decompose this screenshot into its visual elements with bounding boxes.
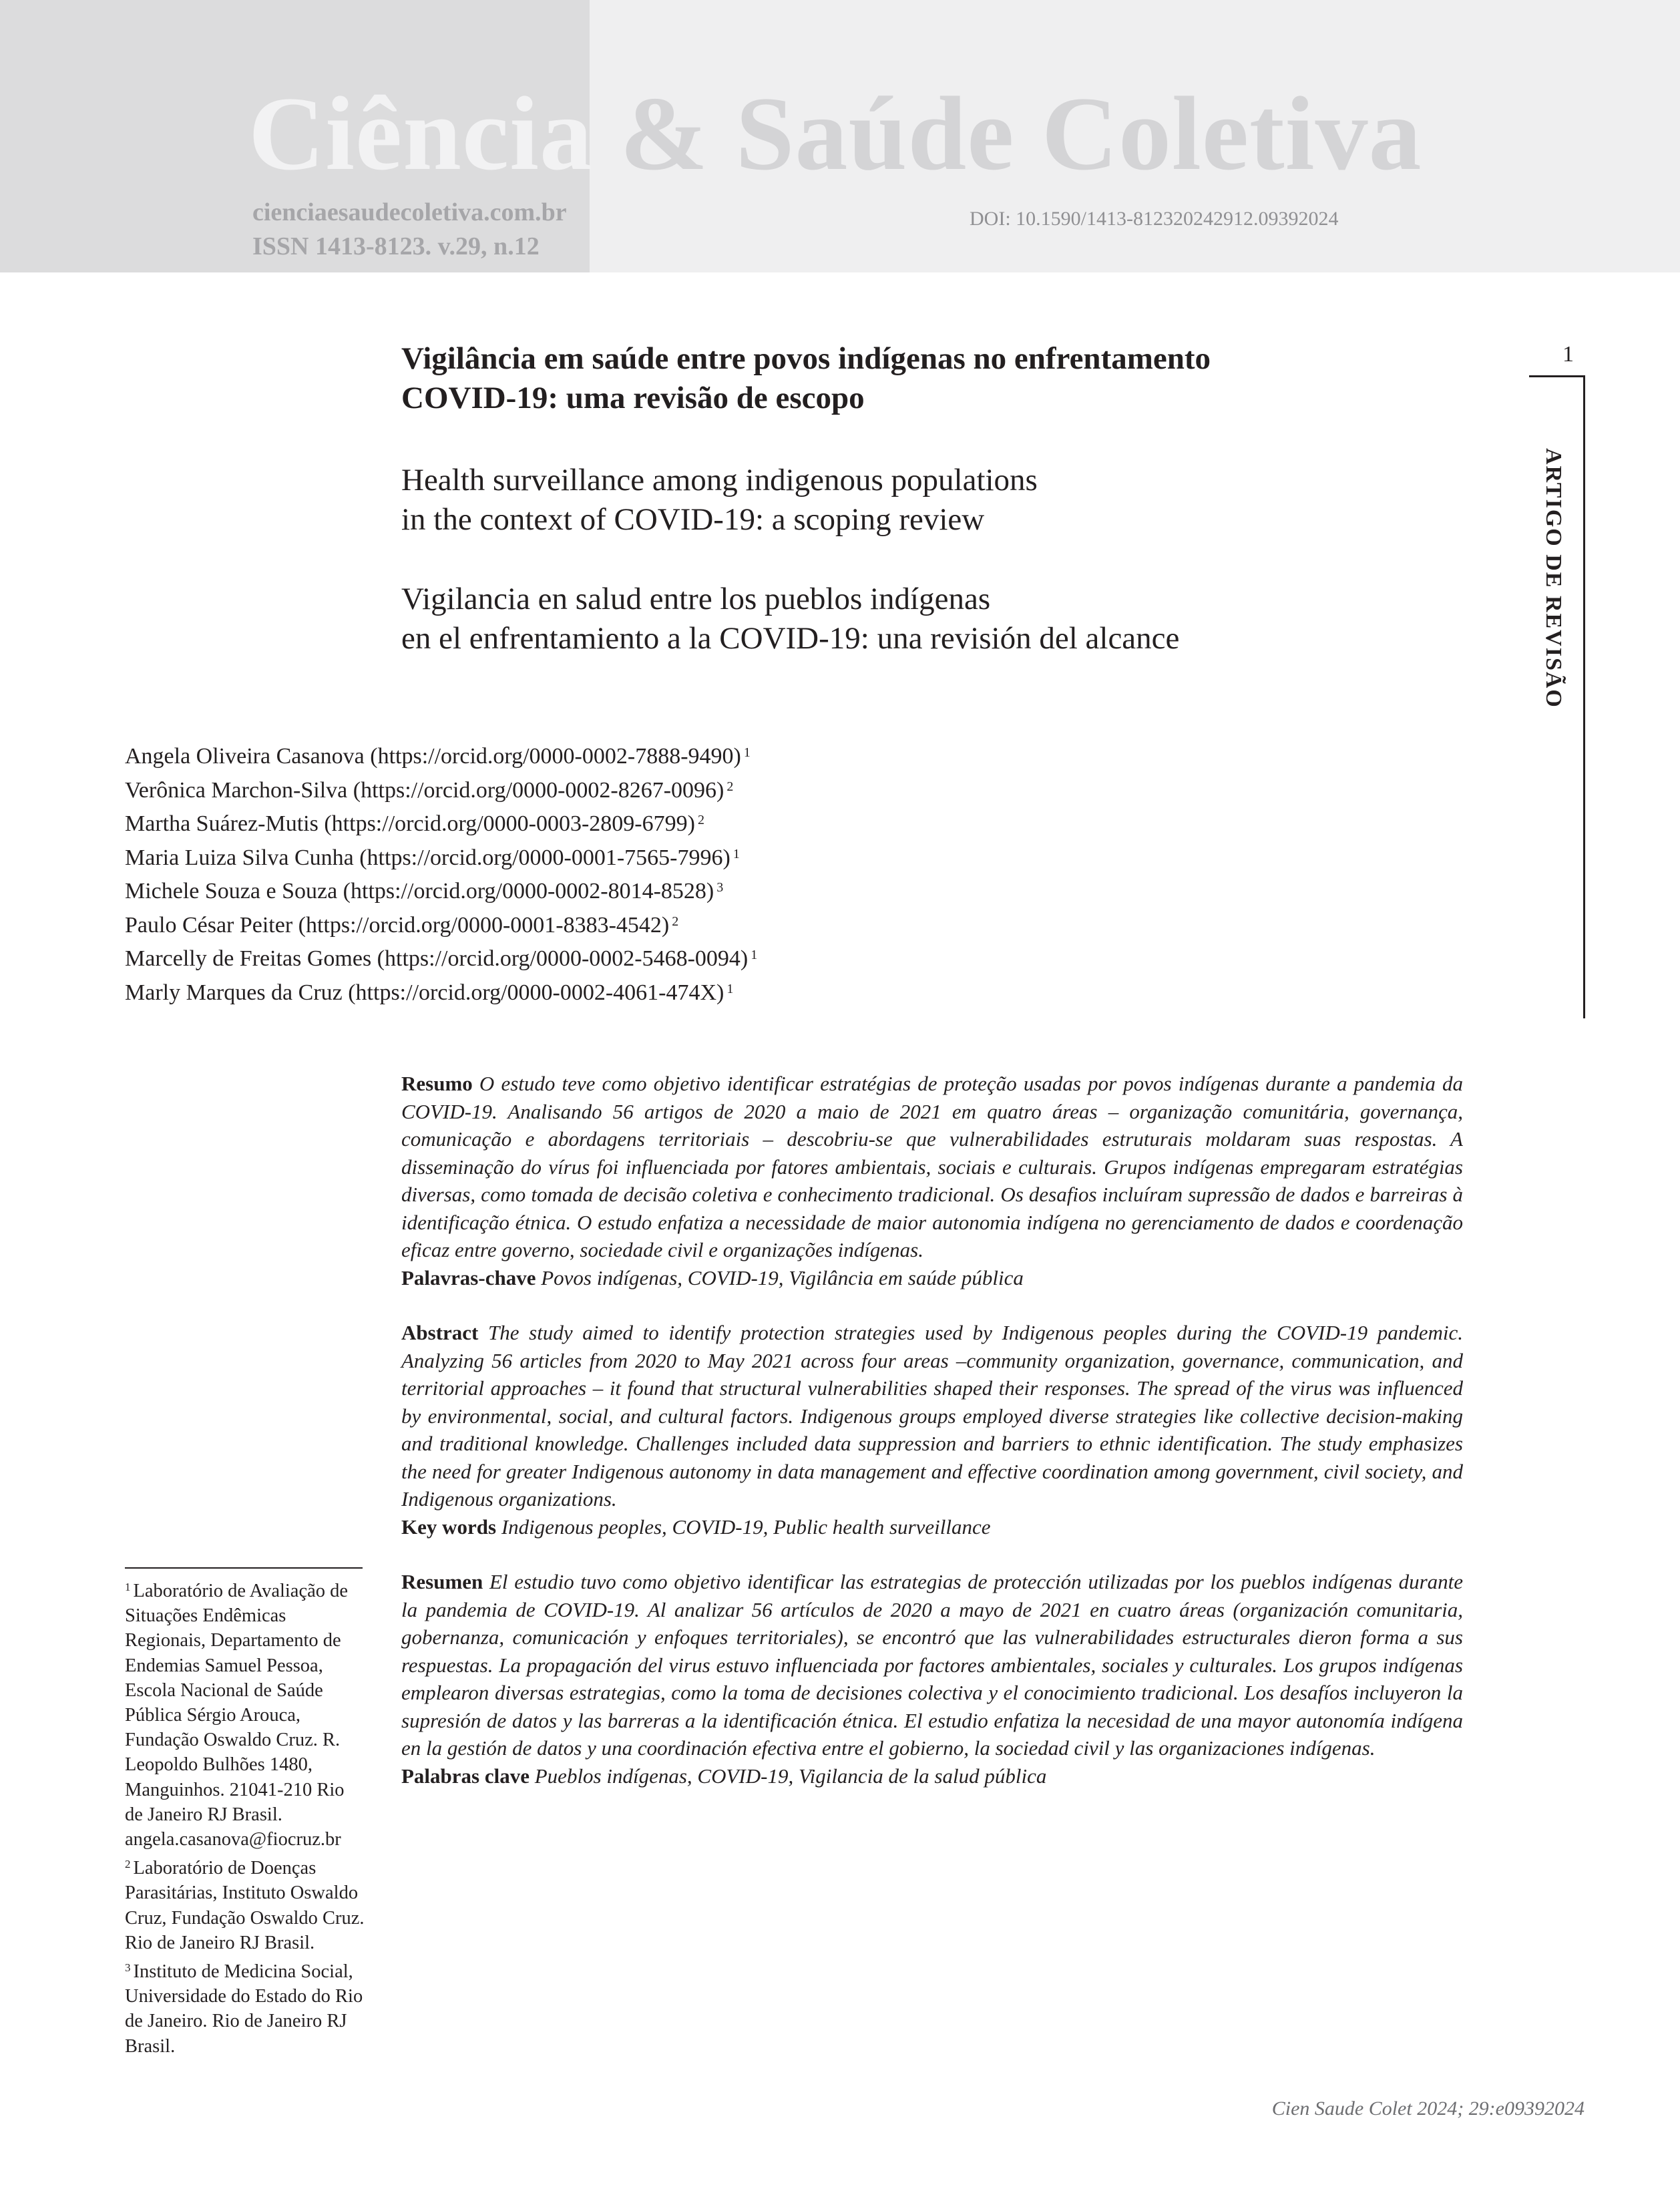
abstract-text: El estudio tuvo como objetivo identificar las estrategias de protección utilizadas por los pueblos indígenas durante la pandemia de COVID-19. Al analizar 56 artículos de 2020 a mayo de 2021 en cuatro áreas (organización comunitaria, gobernanza, comunicación y enfoques territoriales), se encontró que las vulnerabilidades estructurales dieron forma a sus respuestas. La propagación del virus estuvo influenciada por factores ambientales, sociales y culturales. Los grupos indígenas emplearon diversas estrategias, como la toma de decisiones colectiva y el conocimiento tradicional. Los desafíos incluyeron la supresión de datos y las barreras a la identificación étnica. El estudio enfatiza la necesidad de una mayor autonomía indígena en la gestión de datos y una coordinación efectiva entre el gobierno, la sociedad civil y las organizaciones indígenas. <box>401 1570 1463 1760</box>
author-entry <box>125 974 1126 1008</box>
title-line: in the context of COVID-19: a scoping review <box>401 502 985 537</box>
author-entry <box>125 873 1126 907</box>
abstract-text: The study aimed to identify protection strategies used by Indigenous peoples during the COVID-19 pandemic. Analyzing 56 articles from 2020 to May 2021 across four areas –community organization, governance, communication, and territorial approaches – it found that structural vulnerabilities shaped their responses. The spread of the virus was influenced by environmental, social, and cultural factors. Indigenous groups employed diverse strategies like collective decision-making and traditional knowledge. Challenges included data suppression and barriers to ethnic identification. The study emphasizes the need for greater Indigenous autonomy in data management and effective coordination among government, civil society, and Indigenous organizations. <box>401 1321 1463 1511</box>
title-line: Vigilância em saúde entre povos indígenas no enfrentamento <box>401 341 1211 376</box>
affiliation-footnotes <box>125 1575 365 2059</box>
side-rule-horizontal <box>1529 375 1585 377</box>
side-rule-vertical <box>1583 375 1585 1018</box>
footnote-text: Laboratório de Doenças Parasitárias, Instituto Oswaldo Cruz, Fundação Oswaldo Cruz. Rio de Janeiro RJ Brasil. <box>125 1858 365 1953</box>
keywords-text: Povos indígenas, COVID-19, Vigilância em saúde pública <box>541 1265 1024 1289</box>
author-affiliation: 1 <box>743 745 751 760</box>
author-entry <box>125 772 1126 806</box>
keywords <box>401 1762 1463 1790</box>
citation-footer: Cien Saude Colet 2024; 29:e09392024 <box>1271 2098 1585 2120</box>
abstract-text: O estudo teve como objetivo identificar estratégias de proteção usadas por povos indígenas durante a pandemia da COVID-19. Analisando 56 artigos de 2020 a maio de 2021 em quatro áreas – organização comunitária, governança, comunicação e abordagens territoriais – descobriu-se que vulnerabilidades estruturais moldaram suas respostas. A disseminação do vírus foi influenciada por fatores ambientais, sociais e culturais. Grupos indígenas empregaram estratégias diversas, como tomada de decisão coletiva e conhecimento tradicional. Os desafios incluíram supressão de dados e barreiras à identificação étnica. O estudo enfatiza a necessidade de maior autonomia indígena no gerenciamento de dados e coordenação eficaz entre governo, sociedade civil e organizações indígenas. <box>401 1072 1464 1261</box>
author-name[interactable]: Angela Oliveira Casanova (https://orcid.org/0000-0002-7888-9490) <box>125 744 741 769</box>
journal-title-part2: & Saúde Coletiva <box>620 75 1422 192</box>
author-entry <box>125 738 1126 772</box>
title-line: Vigilancia en salud entre los pueblos indígenas <box>401 582 991 616</box>
journal-website[interactable]: cienciaesaudecoletiva.com.br <box>252 198 567 226</box>
keywords <box>401 1513 1463 1541</box>
footnote-number: 1 <box>125 1581 131 1593</box>
article-type-label: ARTIGO DE REVISÃO <box>1541 448 1566 709</box>
author-list <box>125 738 1126 1008</box>
title-line: COVID-19: uma revisão de escopo <box>401 381 865 415</box>
abstract-label: Resumo <box>401 1072 473 1095</box>
abstract-label: Abstract <box>401 1321 479 1344</box>
author-entry <box>125 805 1126 839</box>
keywords-text: Pueblos indígenas, COVID-19, Vigilancia de la salud pública <box>534 1764 1047 1788</box>
author-entry <box>125 907 1126 941</box>
title-english <box>401 461 1403 540</box>
author-name[interactable]: Maria Luiza Silva Cunha (https://orcid.org/0000-0001-7565-7996) <box>125 845 730 870</box>
author-affiliation: 2 <box>726 779 734 794</box>
journal-issn: ISSN 1413-8123. v.29, n.12 <box>252 232 540 260</box>
title-line: Health surveillance among indigenous populations <box>401 463 1038 497</box>
abstract-label: Resumen <box>401 1570 483 1593</box>
author-affiliation: 2 <box>672 914 679 929</box>
keywords-label: Key words <box>401 1515 497 1539</box>
author-affiliation: 1 <box>726 981 734 996</box>
abstract-spanish <box>401 1568 1463 1790</box>
author-affiliation: 1 <box>732 846 740 861</box>
page-number: 1 <box>1562 342 1574 367</box>
author-name[interactable]: Martha Suárez-Mutis (https://orcid.org/0000-0003-2809-6799) <box>125 811 695 836</box>
footnote-number: 3 <box>125 1961 131 1975</box>
footnote-text: Laboratório de Avaliação de Situações Endêmicas Regionais, Departamento de Endemias Samuel Pessoa, Escola Nacional de Saúde Pública Sérgio Arouca, Fundação Oswaldo Cruz. R. Leopoldo Bulhões 1480, Manguinhos. 21041-210 Rio de Janeiro RJ Brasil. angela.casanova@fiocruz.br <box>125 1581 349 1850</box>
keywords-label: Palavras-chave <box>401 1265 536 1289</box>
author-entry <box>125 940 1126 974</box>
title-spanish <box>401 580 1403 658</box>
author-name[interactable]: Verônica Marchon-Silva (https://orcid.org/0000-0002-8267-0096) <box>125 777 724 803</box>
footnote-divider <box>125 1567 363 1569</box>
author-entry <box>125 839 1126 873</box>
title-line: en el enfrentamiento a la COVID-19: una revisión del alcance <box>401 621 1180 656</box>
author-name[interactable]: Paulo César Peiter (https://orcid.org/0000-0001-8383-4542) <box>125 912 670 938</box>
author-affiliation: 1 <box>751 948 758 962</box>
keywords <box>401 1264 1463 1292</box>
footnote <box>125 1852 365 1955</box>
author-name[interactable]: Marly Marques da Cruz (https://orcid.org/0000-0002-4061-474X) <box>125 980 724 1005</box>
journal-title <box>248 75 1422 192</box>
abstract-portuguese <box>401 1070 1463 1291</box>
article-doi[interactable]: DOI: 10.1590/1413-812320242912.09392024 <box>970 208 1339 230</box>
abstract-english <box>401 1319 1463 1541</box>
keywords-label: Palabras clave <box>401 1764 530 1788</box>
keywords-text: Indigenous peoples, COVID-19, Public health surveillance <box>501 1515 991 1539</box>
author-affiliation: 3 <box>716 880 724 895</box>
author-affiliation: 2 <box>697 813 704 827</box>
footnote-text: Instituto de Medicina Social, Universidade do Estado do Rio de Janeiro. Rio de Janeiro RJ Brasil. <box>125 1961 363 2057</box>
footnote-number: 2 <box>125 1858 131 1871</box>
journal-title-part1: Ciência <box>248 75 594 192</box>
author-name[interactable]: Michele Souza e Souza (https://orcid.org/0000-0002-8014-8528) <box>125 879 714 904</box>
footnote <box>125 1955 365 2059</box>
author-name[interactable]: Marcelly de Freitas Gomes (https://orcid.org/0000-0002-5468-0094) <box>125 946 749 971</box>
footnote <box>125 1575 365 1852</box>
title-portuguese <box>401 339 1403 418</box>
